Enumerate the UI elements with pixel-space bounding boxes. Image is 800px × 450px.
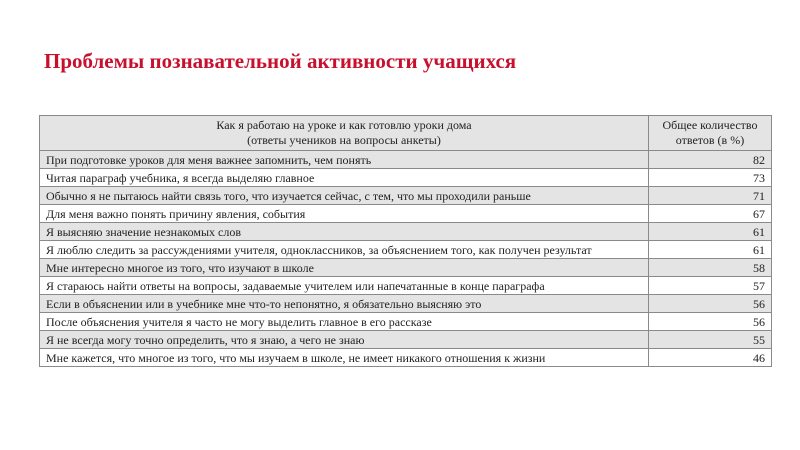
row-question-cell: Я выясняю значение незнакомых слов xyxy=(40,223,649,241)
header-percent xyxy=(649,116,772,151)
row-percent-cell: 61 xyxy=(649,223,772,241)
row-percent-cell: 61 xyxy=(649,241,772,259)
row-question-cell: Я стараюсь найти ответы на вопросы, задаваемые учителем или напечатанные в конце параграфа xyxy=(40,277,649,295)
table-row xyxy=(40,295,772,313)
row-percent-cell: 56 xyxy=(649,313,772,331)
row-percent-cell: 56 xyxy=(649,295,772,313)
header-question-line1: Как я работаю на уроке и как готовлю уроки дома xyxy=(216,118,472,132)
table-row xyxy=(40,277,772,295)
table-row xyxy=(40,223,772,241)
header-question xyxy=(40,116,649,151)
header-percent-line1: Общее количество xyxy=(662,118,758,132)
header-question-line2: (ответы учеников на вопросы анкеты) xyxy=(247,133,441,147)
table-row xyxy=(40,187,772,205)
row-percent-cell: 82 xyxy=(649,151,772,169)
row-question-cell: Мне кажется, что многое из того, что мы изучаем в школе, не имеет никакого отношения к жизни xyxy=(40,349,649,367)
row-question-cell: Для меня важно понять причину явления, события xyxy=(40,205,649,223)
row-percent-cell: 67 xyxy=(649,205,772,223)
table-row xyxy=(40,349,772,367)
table-row xyxy=(40,313,772,331)
row-percent-cell: 57 xyxy=(649,277,772,295)
row-question-cell: Если в объяснении или в учебнике мне что-то непонятно, я обязательно выясняю это xyxy=(40,295,649,313)
row-percent-cell: 71 xyxy=(649,187,772,205)
row-question-cell: Я не всегда могу точно определить, что я знаю, а чего не знаю xyxy=(40,331,649,349)
table-row xyxy=(40,241,772,259)
row-percent-cell: 58 xyxy=(649,259,772,277)
row-question-cell: После объяснения учителя я часто не могу выделить главное в его рассказе xyxy=(40,313,649,331)
row-question-cell: Мне интересно многое из того, что изучают в школе xyxy=(40,259,649,277)
table-row xyxy=(40,169,772,187)
row-percent-cell: 55 xyxy=(649,331,772,349)
row-question-cell: При подготовке уроков для меня важнее запомнить, чем понять xyxy=(40,151,649,169)
page-title: Проблемы познавательной активности учащихся xyxy=(44,49,517,73)
table-row xyxy=(40,331,772,349)
table-row xyxy=(40,259,772,277)
table-row xyxy=(40,205,772,223)
row-percent-cell: 73 xyxy=(649,169,772,187)
header-percent-line2: ответов (в %) xyxy=(675,133,745,147)
row-question-cell: Читая параграф учебника, я всегда выделяю главное xyxy=(40,169,649,187)
survey-table xyxy=(39,115,772,367)
table-row xyxy=(40,151,772,169)
row-percent-cell: 46 xyxy=(649,349,772,367)
row-question-cell: Обычно я не пытаюсь найти связь того, что изучается сейчас, с тем, что мы проходили раньше xyxy=(40,187,649,205)
row-question-cell: Я люблю следить за рассуждениями учителя, одноклассников, за объяснением того, как получен результат xyxy=(40,241,649,259)
table-header-row xyxy=(40,116,772,151)
